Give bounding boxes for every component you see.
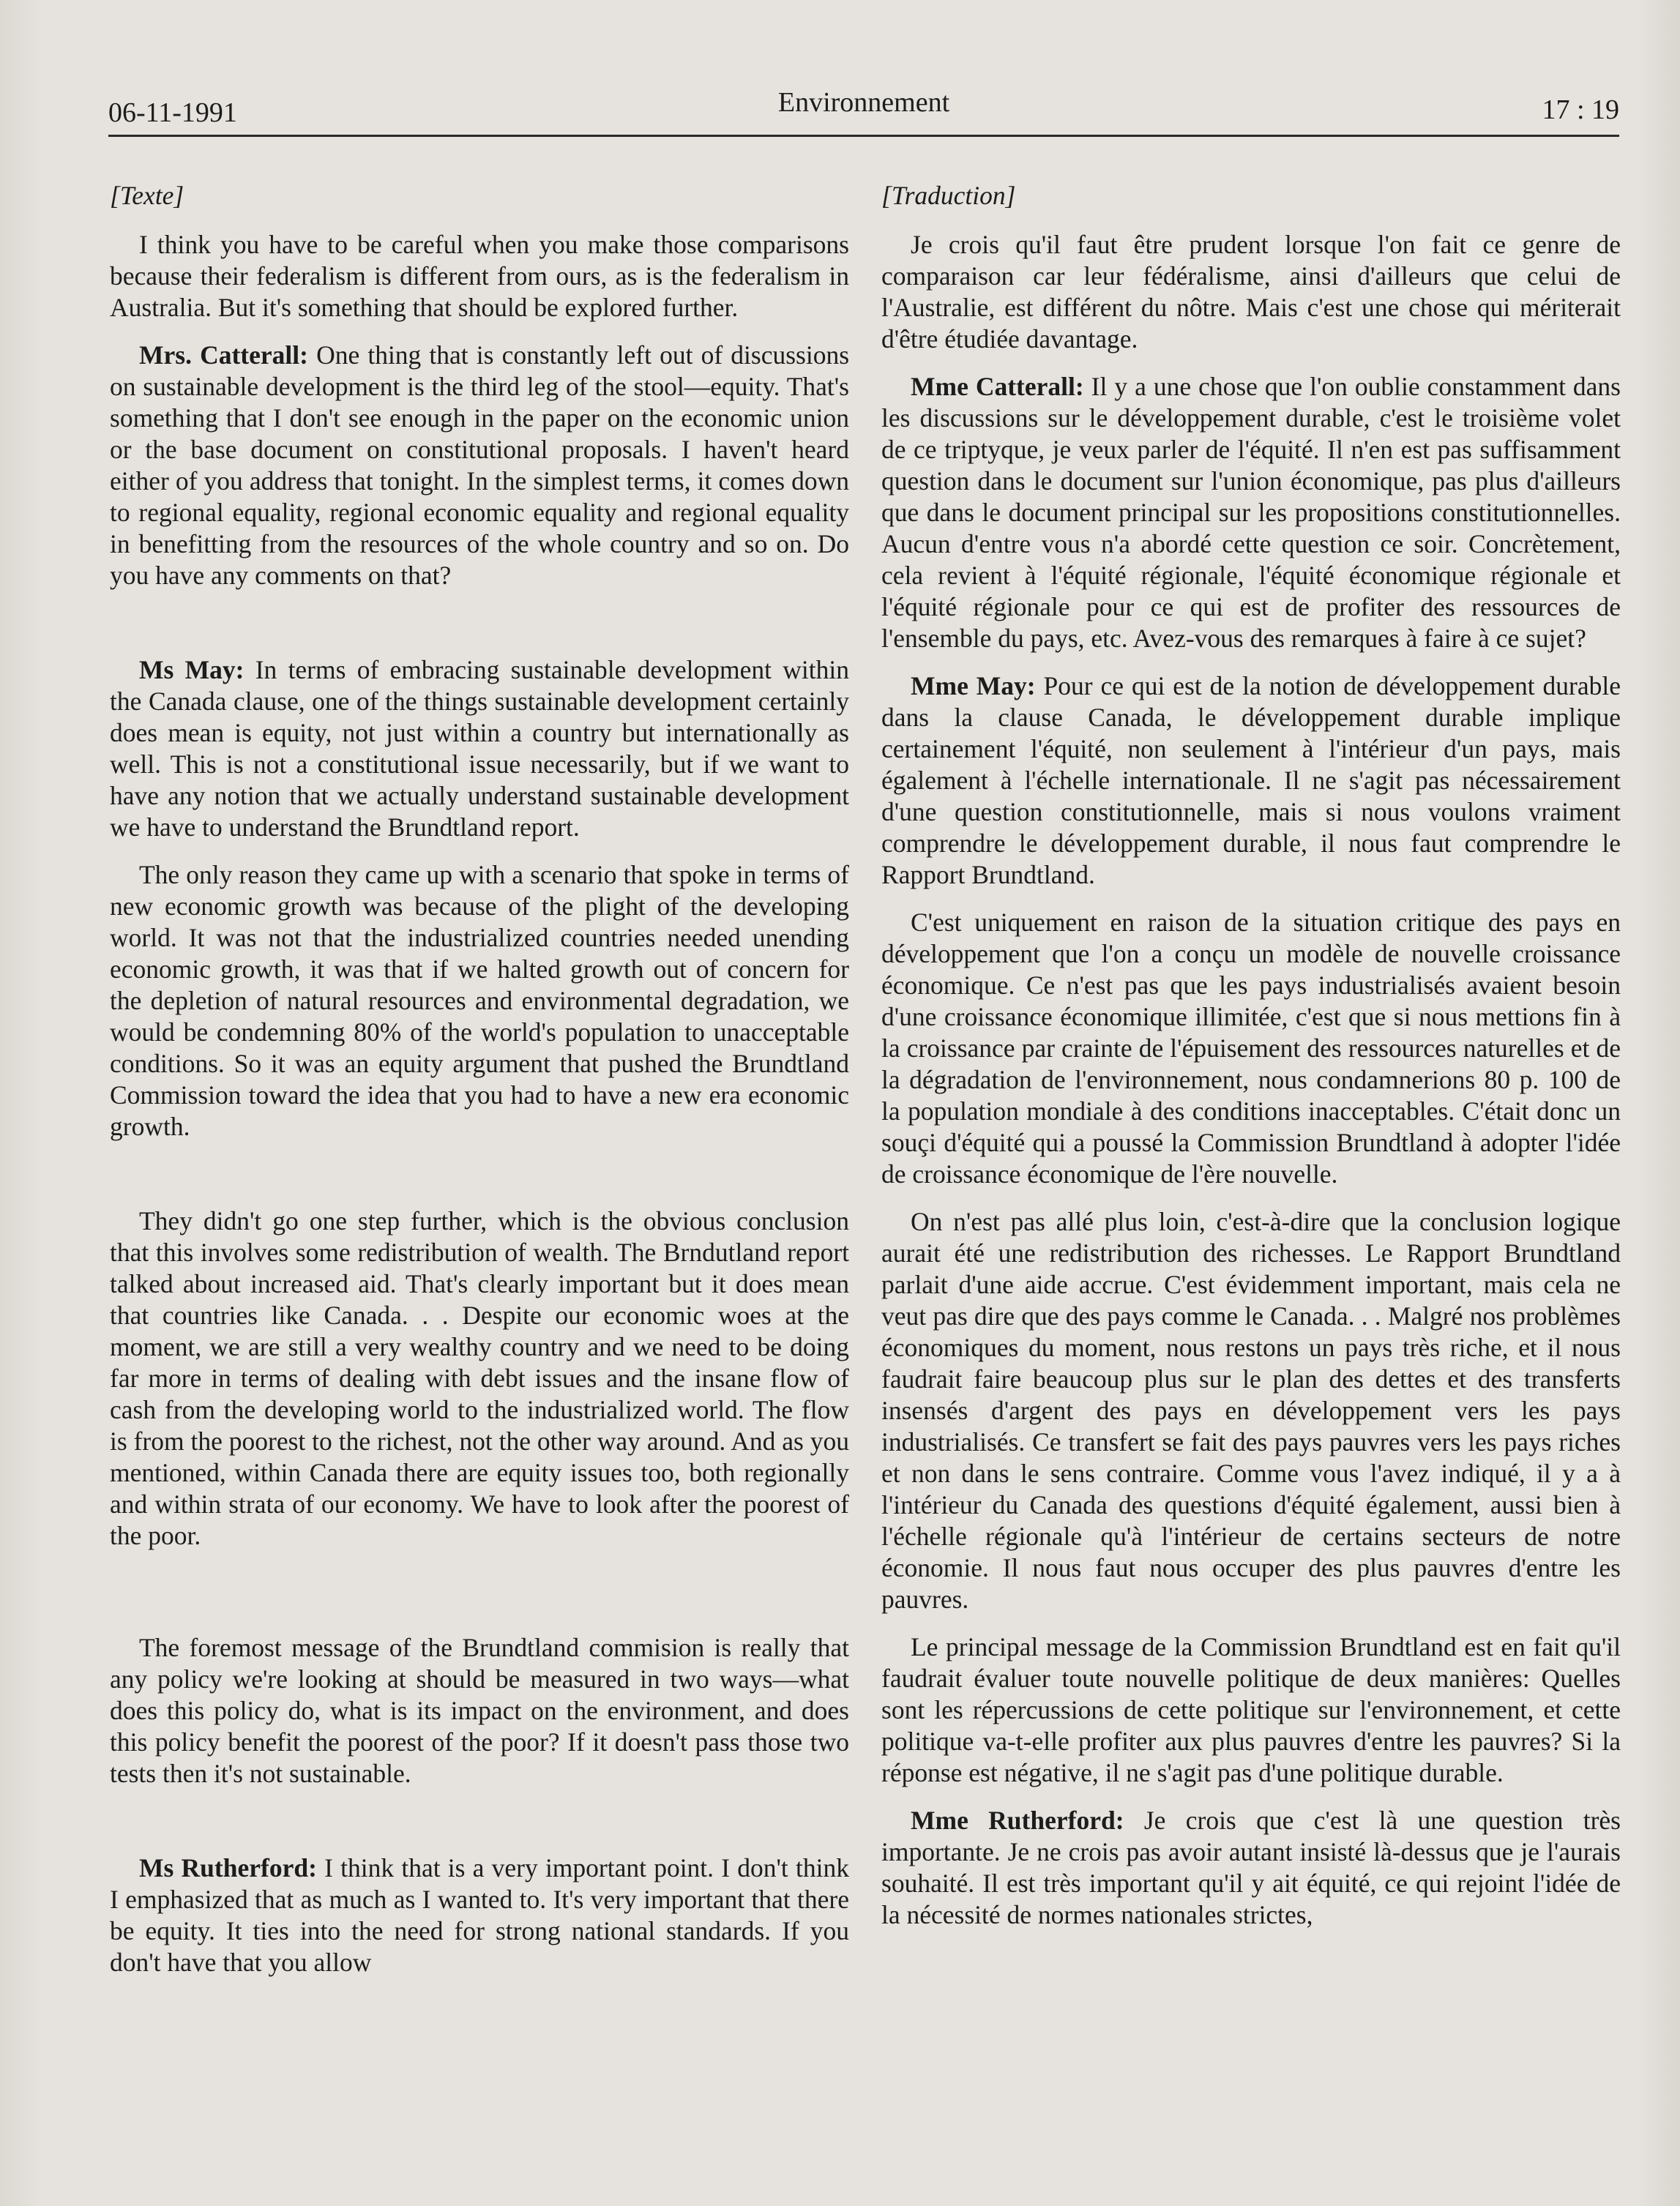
paragraph-text: On n'est pas allé plus loin, c'est-à-dire que la conclusion logique aurait été une redistribution des richesses. Le Rapport Brundtland parlait d'une aide accrue. C'est évidemment important, mais cela ne veut pas dire que des pays comme le Canada. . . Malgré nos problèmes économiques du moment, nous restons un pays très riche, et il nous faudrait faire beaucoup plus sur le plan des dettes et des transferts insensés d'argent des pays en développement vers les pays industrialisés. Ce transfert se fait des pays pauvres vers les pays riches et non dans le sens contraire. Comme vous l'avez indiqué, il y a à l'intérieur du Canada des questions d'équité également, aussi bien à l'échelle régionale qu'à l'intérieur de certains secteurs de notre économie. Il nous faut nous occuper des plus pauvres d'entre les pauvres. xyxy=(881,1207,1621,1614)
speaker-name: Mrs. Catterall: xyxy=(139,340,308,370)
speaker-name: Ms Rutherford: xyxy=(139,1853,317,1882)
paragraph xyxy=(881,907,1621,1190)
paragraph-text: C'est uniquement en raison de la situation critique des pays en développement que l'on a conçu un modèle de nouvelle croissance économique. Ce n'est pas que les pays industrialisés avaient besoin d'une croissance économique illimitée, c'est que si nous mettions fin à la croissance par crainte de l'épuisement des ressources naturelles et de la dégradation de l'environnement, nous condamnerions 80 p. 100 de la population mondiale à des conditions inacceptables. C'était donc un souçi d'équité qui a poussé la Commission Brundtland à adopter l'idée de croissance économique de l'ère nouvelle. xyxy=(881,908,1621,1189)
language-tag: [Texte] xyxy=(110,181,184,210)
paragraph xyxy=(881,670,1621,891)
paragraph-text: Il y a une chose que l'on oublie constamment dans les discussions sur le développement durable, c'est le troisième volet de ce triptyque, je veux parler de l'équité. Il n'en est pas suffisamment question dans le document sur l'union économique, pas plus d'ailleurs que dans le document principal sur les propositions constitutionnelles. Aucun d'entre vous n'a abordé cette question ce soir. Concrètement, cela revient à l'équité régionale, l'équité économique régionale et l'équité régionale pour ce qui est de profiter des ressources de l'ensemble du pays, etc. Avez-vous des remarques à faire à ce sujet? xyxy=(881,372,1621,653)
paragraph-text: Je crois qu'il faut être prudent lorsque l'on fait ce genre de comparaison car leur fédéralisme, ainsi d'ailleurs que celui de l'Australie, est différent du nôtre. Mais c'est une chose qui mériterait d'être étudiée davantage. xyxy=(881,230,1621,354)
paragraph xyxy=(110,1852,849,1978)
english-column xyxy=(110,180,849,1978)
paragraph-text: Je crois que c'est là une question très importante. Je ne crois pas avoir autant insisté là-dessus que je l'aurais souhaité. Il est très important qu'il y ait équité, ce qui rejoint l'idée de la nécessité de normes nationales strictes, xyxy=(881,1806,1621,1929)
paragraph xyxy=(110,654,849,843)
header-page-number: 17 : 19 xyxy=(1542,94,1619,125)
paragraph xyxy=(881,371,1621,654)
paragraph-text: Pour ce qui est de la notion de développement durable dans la clause Canada, le développement durable implique certainement l'équité, non seulement à l'intérieur d'un pays, mais également à l'échelle internationale. Il ne s'agit pas nécessairement d'une question constitutionnelle, mais si nous voulons vraiment comprendre le développement durable, il nous faut comprendre le Rapport Brundtland. xyxy=(881,671,1621,889)
speaker-name: Mme May: xyxy=(911,671,1036,700)
speaker-name: Ms May: xyxy=(139,655,244,684)
header-title: Environnement xyxy=(777,87,950,118)
paragraph xyxy=(881,1631,1621,1789)
paragraph xyxy=(110,859,849,1143)
paragraph xyxy=(881,1805,1621,1931)
paragraph-text: They didn't go one step further, which is the obvious conclusion that this involves some redistribution of wealth. The Brndutland report talked about increased aid. That's clearly important but it does mean that countries like Canada. . . Despite our economic woes at the moment, we are still a very wealthy country and we need to be doing far more in terms of dealing with debt issues and the insane flow of cash from the developing world to the industrialized world. The flow is from the poorest to the richest, not the other way around. And as you mentioned, within Canada there are equity issues too, both regionally and within strata of our economy. We have to look after the poorest of the poor. xyxy=(110,1206,849,1550)
paragraph-text: In terms of embracing sustainable development within the Canada clause, one of the things sustainable development certainly does mean is equity, not just within a country but internationally as well. This is not a constitutional issue necessarily, but if we want to have any notion that we actually understand sustainable development we have to understand the Brundtland report. xyxy=(110,655,850,842)
page-header xyxy=(108,86,1619,137)
paragraph xyxy=(881,229,1621,355)
paragraph xyxy=(881,1206,1621,1615)
paragraph xyxy=(110,229,849,324)
paragraph xyxy=(110,1632,849,1790)
paragraph-text: One thing that is constantly left out of discussions on sustainable development is the third leg of the stool—equity. That's something that I don't see enough in the paper on the economic union or the base document on constitutional proposals. I haven't heard either of you address that tonight. In the simplest terms, it comes down to regional equality, regional economic equality and regional equality in benefitting from the resources of the whole country and so on. Do you have any comments on that? xyxy=(110,340,850,590)
paragraph-text: The foremost message of the Brundtland commision is really that any policy we're looking at should be measured in two ways—what does this policy do, what is its impact on the environment, and does this policy benefit the poorest of the poor? If it doesn't pass those two tests then it's not sustainable. xyxy=(110,1633,849,1788)
paragraph xyxy=(110,340,849,591)
speaker-name: Mme Catterall: xyxy=(911,372,1084,401)
paragraph xyxy=(110,1205,849,1552)
paragraph-text: I think that is a very important point. I don't think I emphasized that as much as I wanted to. It's very important that there be equity. It ties into the need for strong national standards. If you don't have that you allow xyxy=(110,1853,849,1977)
paragraph-text: Le principal message de la Commission Brundtland est en fait qu'il faudrait évaluer toute nouvelle politique de deux manières: Quelles sont les répercussions de cette politique sur l'environnement, et cette politique va-t-elle profiter aux plus pauvres d'entre les pauvres? Si la réponse est négative, il ne s'agit pas d'une politique durable. xyxy=(881,1632,1621,1787)
paragraph-text: The only reason they came up with a scenario that spoke in terms of new economic growth was because of the plight of the developing world. It was not that the industrialized countries needed unending economic growth, it was that if we halted growth out of concern for the depletion of natural resources and environmental degradation, we would be condemning 80% of the world's population to unacceptable conditions. So it was an equity argument that pushed the Brundtland Commission toward the idea that you had to have a new era economic growth. xyxy=(110,860,849,1141)
french-column xyxy=(881,180,1621,1931)
language-tag: [Traduction] xyxy=(881,181,1016,210)
speaker-name: Mme Rutherford: xyxy=(911,1806,1124,1835)
paragraph-text: I think you have to be careful when you make those comparisons because their federalism is different from ours, as is the federalism in Australia. But it's something that should be explored further. xyxy=(110,230,849,322)
header-date: 06-11-1991 xyxy=(108,97,237,128)
